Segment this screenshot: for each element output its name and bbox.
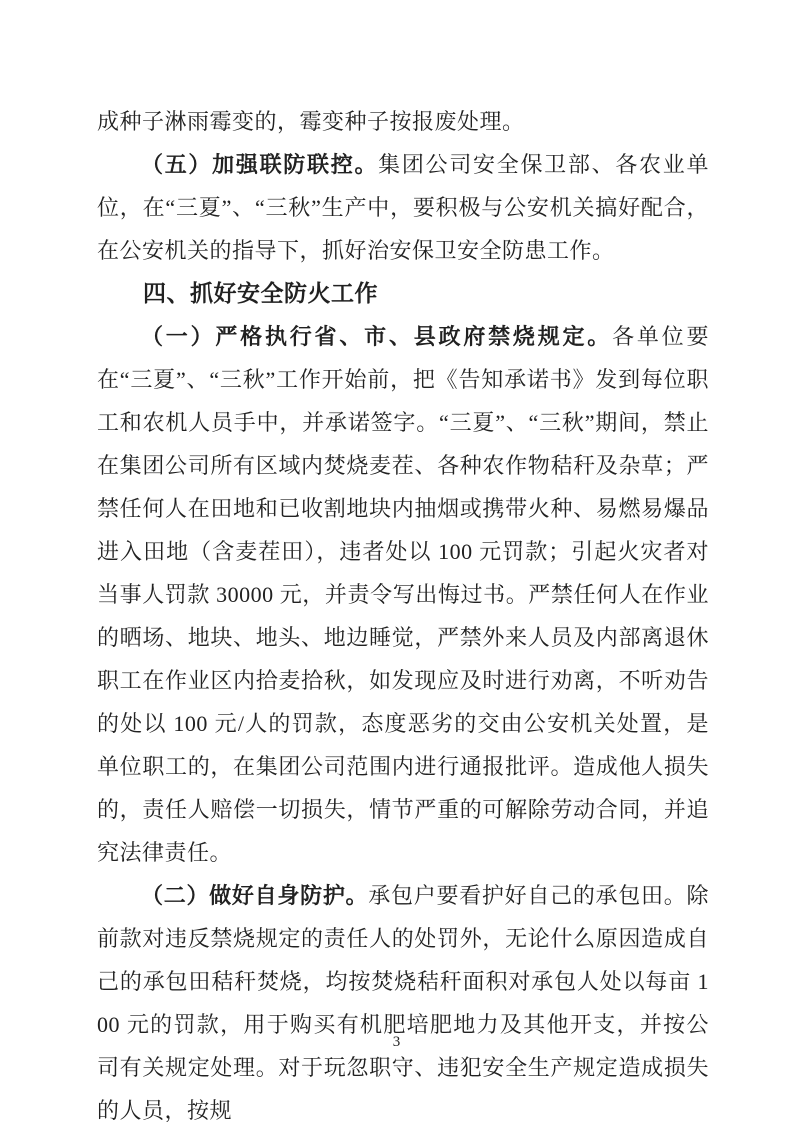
section-heading: 四、抓好安全防火工作 — [143, 280, 378, 306]
paragraph-lead: （五）加强联防联控。 — [141, 152, 379, 177]
paragraph-text: 承包户要看护好自己的承包田。除前款对违反禁烧规定的责任人的处罚外，无论什么原因造成自己的承包田秸秆焚烧，均按焚烧秸秆面积对承包人处以每亩 100 元的罚款，用于购买有机肥培肥地力及其他开支，并按公司有关规定处理。对于玩忽职守、违犯安全生产规定造成损失的人员，按规 — [97, 883, 709, 1122]
page-number: 3 — [392, 1034, 401, 1050]
paragraph-lead: （二）做好自身防护。 — [141, 883, 369, 908]
paragraph-text: 各单位要在“三夏”、“三秋”工作开始前，把《告知承诺书》发到每位职工和农机人员手中，并承诺签字。“三夏”、“三秋”期间，禁止在集团公司所有区域内焚烧麦茬、各种农作物秸秆及杂草；严禁任何人在田地和已收割地块内抽烟或携带火种、易燃易爆品进入田地（含麦茬田），违者处以 100 元罚款；引起火灾者对当事人罚款 30000 元，并责令写出悔过书。严禁任何人在作业的晒场、地块、地头、地边睡觉，严禁外来人员及内部离退休职工在作业区内拾麦拾秋，如发现应及时进行劝离，不听劝告的处以 100 元/人的罚款，态度恶劣的交由公安机关处置，是单位职工的，在集团公司范围内进行通报批评。造成他人损失的，责任人赔偿一切损失，情节严重的可解除劳动合同，并追究法律责任。 — [97, 324, 709, 865]
paragraph-item-5 — [97, 143, 709, 272]
paragraph-item-1 — [97, 315, 709, 874]
paragraph-item-2 — [97, 874, 709, 1122]
paragraph-continuation: 成种子淋雨霉变的，霉变种子按报废处理。 — [97, 109, 525, 134]
paragraph-text: 集团公司安全保卫部、各农业单位，在“三夏”、“三秋”生产中，要积极与公安机关搞好配合，在公安机关的指导下，抓好治安保卫安全防患工作。 — [97, 152, 709, 263]
document-body — [97, 100, 709, 1122]
paragraph-lead: （一）严格执行省、市、县政府禁烧规定。 — [141, 324, 613, 349]
